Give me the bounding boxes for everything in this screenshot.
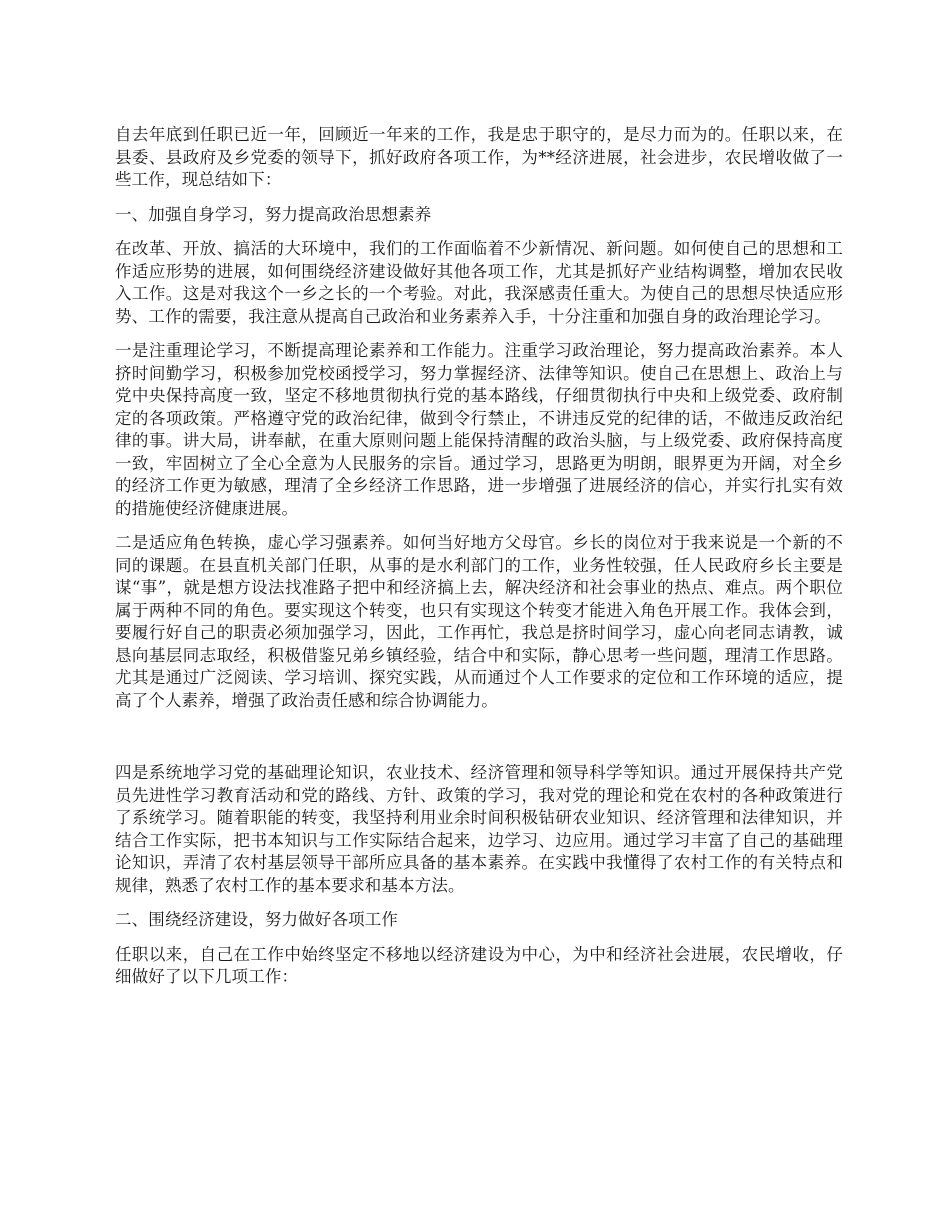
section-heading-1: 一、加强自身学习，努力提高政治思想素养 (115, 204, 432, 224)
point-4-paragraph: 四是系统地学习党的基础理论知识，农业技术、经济管理和领导科学等知识。通过开展保持共产党员先进性学习教育活动和党的路线、方针、政策的学习，我对党的理论和党在农村的各种政策进行了系统学习。随着职能的转变，我坚持利用业余时间积极钻研农业知识、经济管理和法律知识，并结合工作实际，把书本知识与工作实际结合起来，边学习、边应用。通过学习丰富了自己的基础理论知识，弄清了农村基层领导干部所应具备的基本素养。在实践中我懂得了农村工作的有关特点和规律，熟悉了农村工作的基本要求和基本方法。 (115, 763, 843, 895)
section-2-paragraph: 任职以来，自己在工作中始终坚定不移地以经济建设为中心，为中和经济社会进展，农民增收，仔细做好了以下几项工作： (115, 944, 843, 986)
point-2-paragraph: 二是适应角色转换，虚心学习强素养。如何当好地方父母官。乡长的岗位对于我来说是一个新的不同的课题。在县直机关部门任职，从事的是水利部门的工作，业务性较强，任人民政府乡长主要是谋“事”，就是想方设法找准路子把中和经济搞上去，解决经济和社会事业的热点、难点。两个职位属于两种不同的角色。要实现这个转变，也只有实现这个转变才能进入角色开展工作。我体会到，要履行好自己的职责必须加强学习，因此，工作再忙，我总是挤时间学习，虚心向老同志请教，诚恳向基层同志取经，积极借鉴兄弟乡镇经验，结合中和实际，静心思考一些问题，理清工作思路。尤其是通过广泛阅读、学习培训、探究实践，从而通过个人工作要求的定位和工作环境的适应，提高了个人素养，增强了政治责任感和综合协调能力。 (115, 533, 843, 710)
blank-gap (115, 724, 843, 762)
point-1-paragraph: 一是注重理论学习，不断提高理论素养和工作能力。注重学习政治理论，努力提高政治素养。本人挤时间勤学习，积极参加党校函授学习，努力掌握经济、法律等知识。使自己在思想上、政治上与党中央保持高度一致，坚定不移地贯彻执行党的基本路线，仔细贯彻执行中央和上级党委、政府制定的各项政策。严格遵守党的政治纪律，做到令行禁止，不讲违反党的纪律的话，不做违反政治纪律的事。讲大局，讲奉献，在重大原则问题上能保持清醒的政治头脑，与上级党委、政府保持高度一致，牢固树立了全心全意为人民服务的宗旨。通过学习，思路更为明朗，眼界更为开阔，对全乡的经济工作更为敏感，理清了全乡经济工作思路，进一步增强了进展经济的信心，并实行扎实有效的措施使经济健康进展。 (115, 341, 843, 518)
section-heading-2: 二、围绕经济建设，努力做好各项工作 (115, 910, 399, 929)
document-body (115, 124, 843, 1001)
intro-paragraph: 自去年底到任职已近一年，回顾近一年来的工作，我是忠于职守的，是尽力而为的。任职以来，在县委、县政府及乡党委的领导下，抓好政府各项工作，为**经济进展，社会进步，农民增收做了一些工作，现总结如下： (115, 125, 843, 189)
section-1-paragraph: 在改革、开放、搞活的大环境中，我们的工作面临着不少新情况、新问题。如何使自己的思想和工作适应形势的进展，如何围绕经济建设做好其他各项工作，尤其是抓好产业结构调整，增加农民收入工作。这是对我这个一乡之长的一个考验。对此，我深感责任重大。为使自己的思想尽快适应形势、工作的需要，我注意从提高自己政治和业务素养入手，十分注重和加强自身的政治理论学习。 (115, 239, 843, 326)
